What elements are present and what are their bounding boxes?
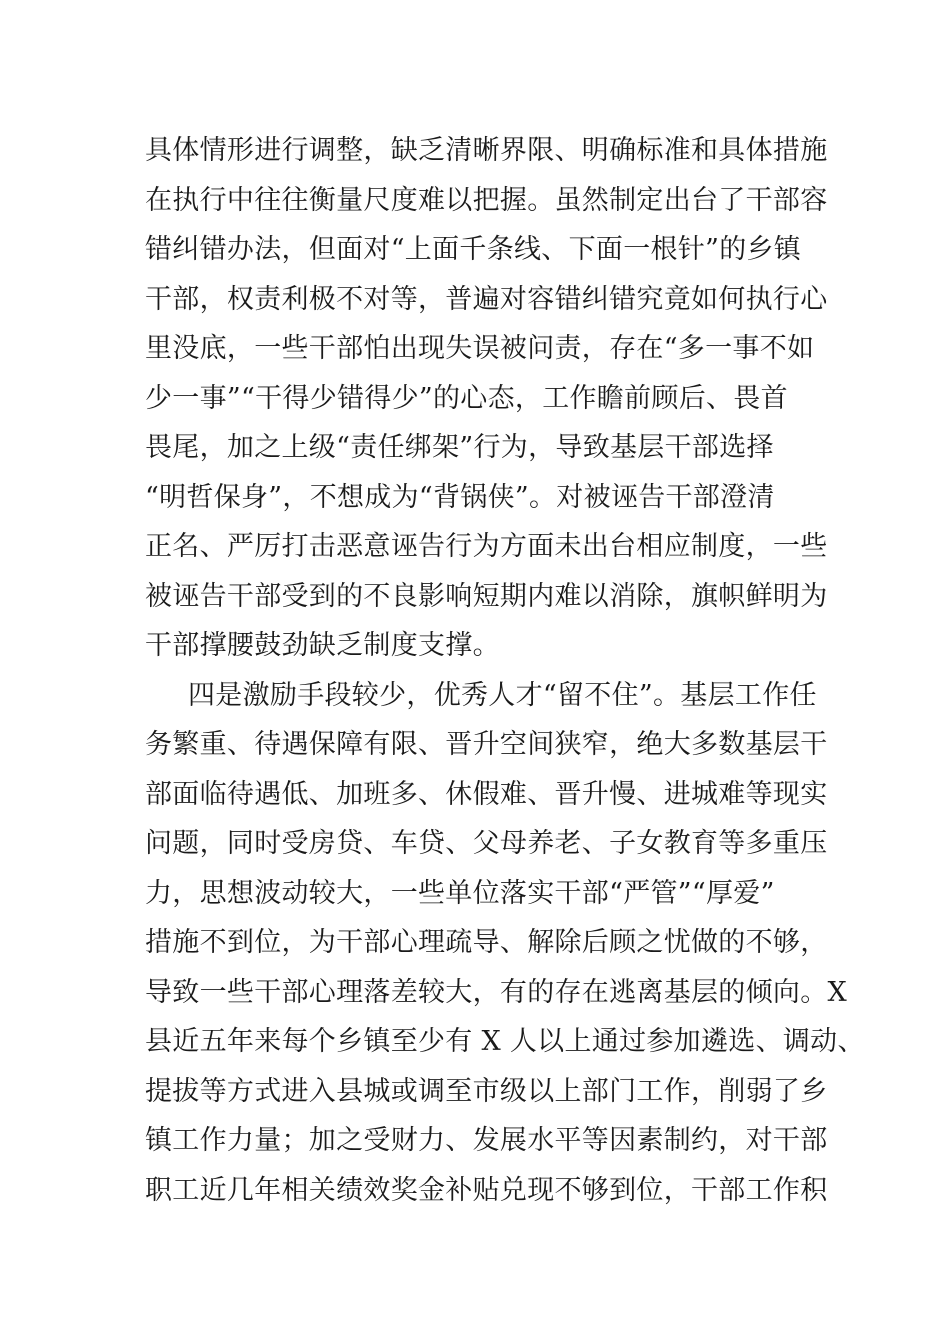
text-line: 具体情形进行调整，缺乏清晰界限、明确标准和具体措施: [145, 135, 828, 166]
text-line: 力，思想波动较大，一些单位落实干部“严管”“厚爱”: [145, 877, 775, 909]
text-line: 干部撑腰鼓劲缺乏制度支撑。: [145, 630, 500, 661]
text-line: 里没底，一些干部怕出现失误被问责，存在“多一事不如: [145, 333, 815, 364]
text-line: 正名、严厉打击恶意诬告行为方面未出台相应制度，一些: [145, 531, 828, 562]
text-line: 干部，权责利极不对等，普遍对容错纠错究竟如何执行心: [145, 283, 828, 315]
text-line: 被诬告干部受到的不良影响短期内难以消除，旗帜鲜明为: [145, 580, 828, 612]
body-text: [145, 126, 865, 1215]
text-line: 职工近几年相关绩效奖金补贴兑现不够到位，干部工作积: [145, 1174, 828, 1206]
text-line: 提拔等方式进入县城或调至市级以上部门工作，削弱了乡: [145, 1075, 828, 1107]
text-line: 畏尾，加之上级“责任绑架”行为，导致基层干部选择: [145, 432, 774, 463]
paragraph-heading-line: 四是激励手段较少，优秀人才“留不住”。基层工作任: [188, 679, 817, 711]
text-line: 错纠错办法，但面对“上面千条线、下面一根针”的乡镇: [145, 234, 802, 265]
text-line: 措施不到位，为干部心理疏导、解除后顾之忧做的不够，: [145, 927, 828, 958]
text-line: 少一事”“干得少错得少”的心态，工作瞻前顾后、畏首: [145, 382, 788, 414]
text-line: “明哲保身”，不想成为“背锅侠”。对被诬告干部澄清: [145, 481, 775, 513]
text-line: 务繁重、待遇保障有限、晋升空间狭窄，绝大多数基层干: [145, 729, 828, 760]
text-line: 镇工作力量；加之受财力、发展水平等因素制约，对干部: [145, 1125, 828, 1156]
text-line: 问题，同时受房贷、车贷、父母养老、子女教育等多重压: [145, 828, 828, 859]
text-line: 导致一些干部心理落差较大，有的存在逃离基层的倾向。X: [145, 976, 848, 1008]
text-line: 在执行中往往衡量尺度难以把握。虽然制定出台了干部容: [145, 184, 828, 216]
text-line: 部面临待遇低、加班多、休假难、晋升慢、进城难等现实: [145, 778, 828, 810]
text-line: 县近五年来每个乡镇至少有 X 人以上通过参加遴选、调动、: [145, 1026, 865, 1057]
